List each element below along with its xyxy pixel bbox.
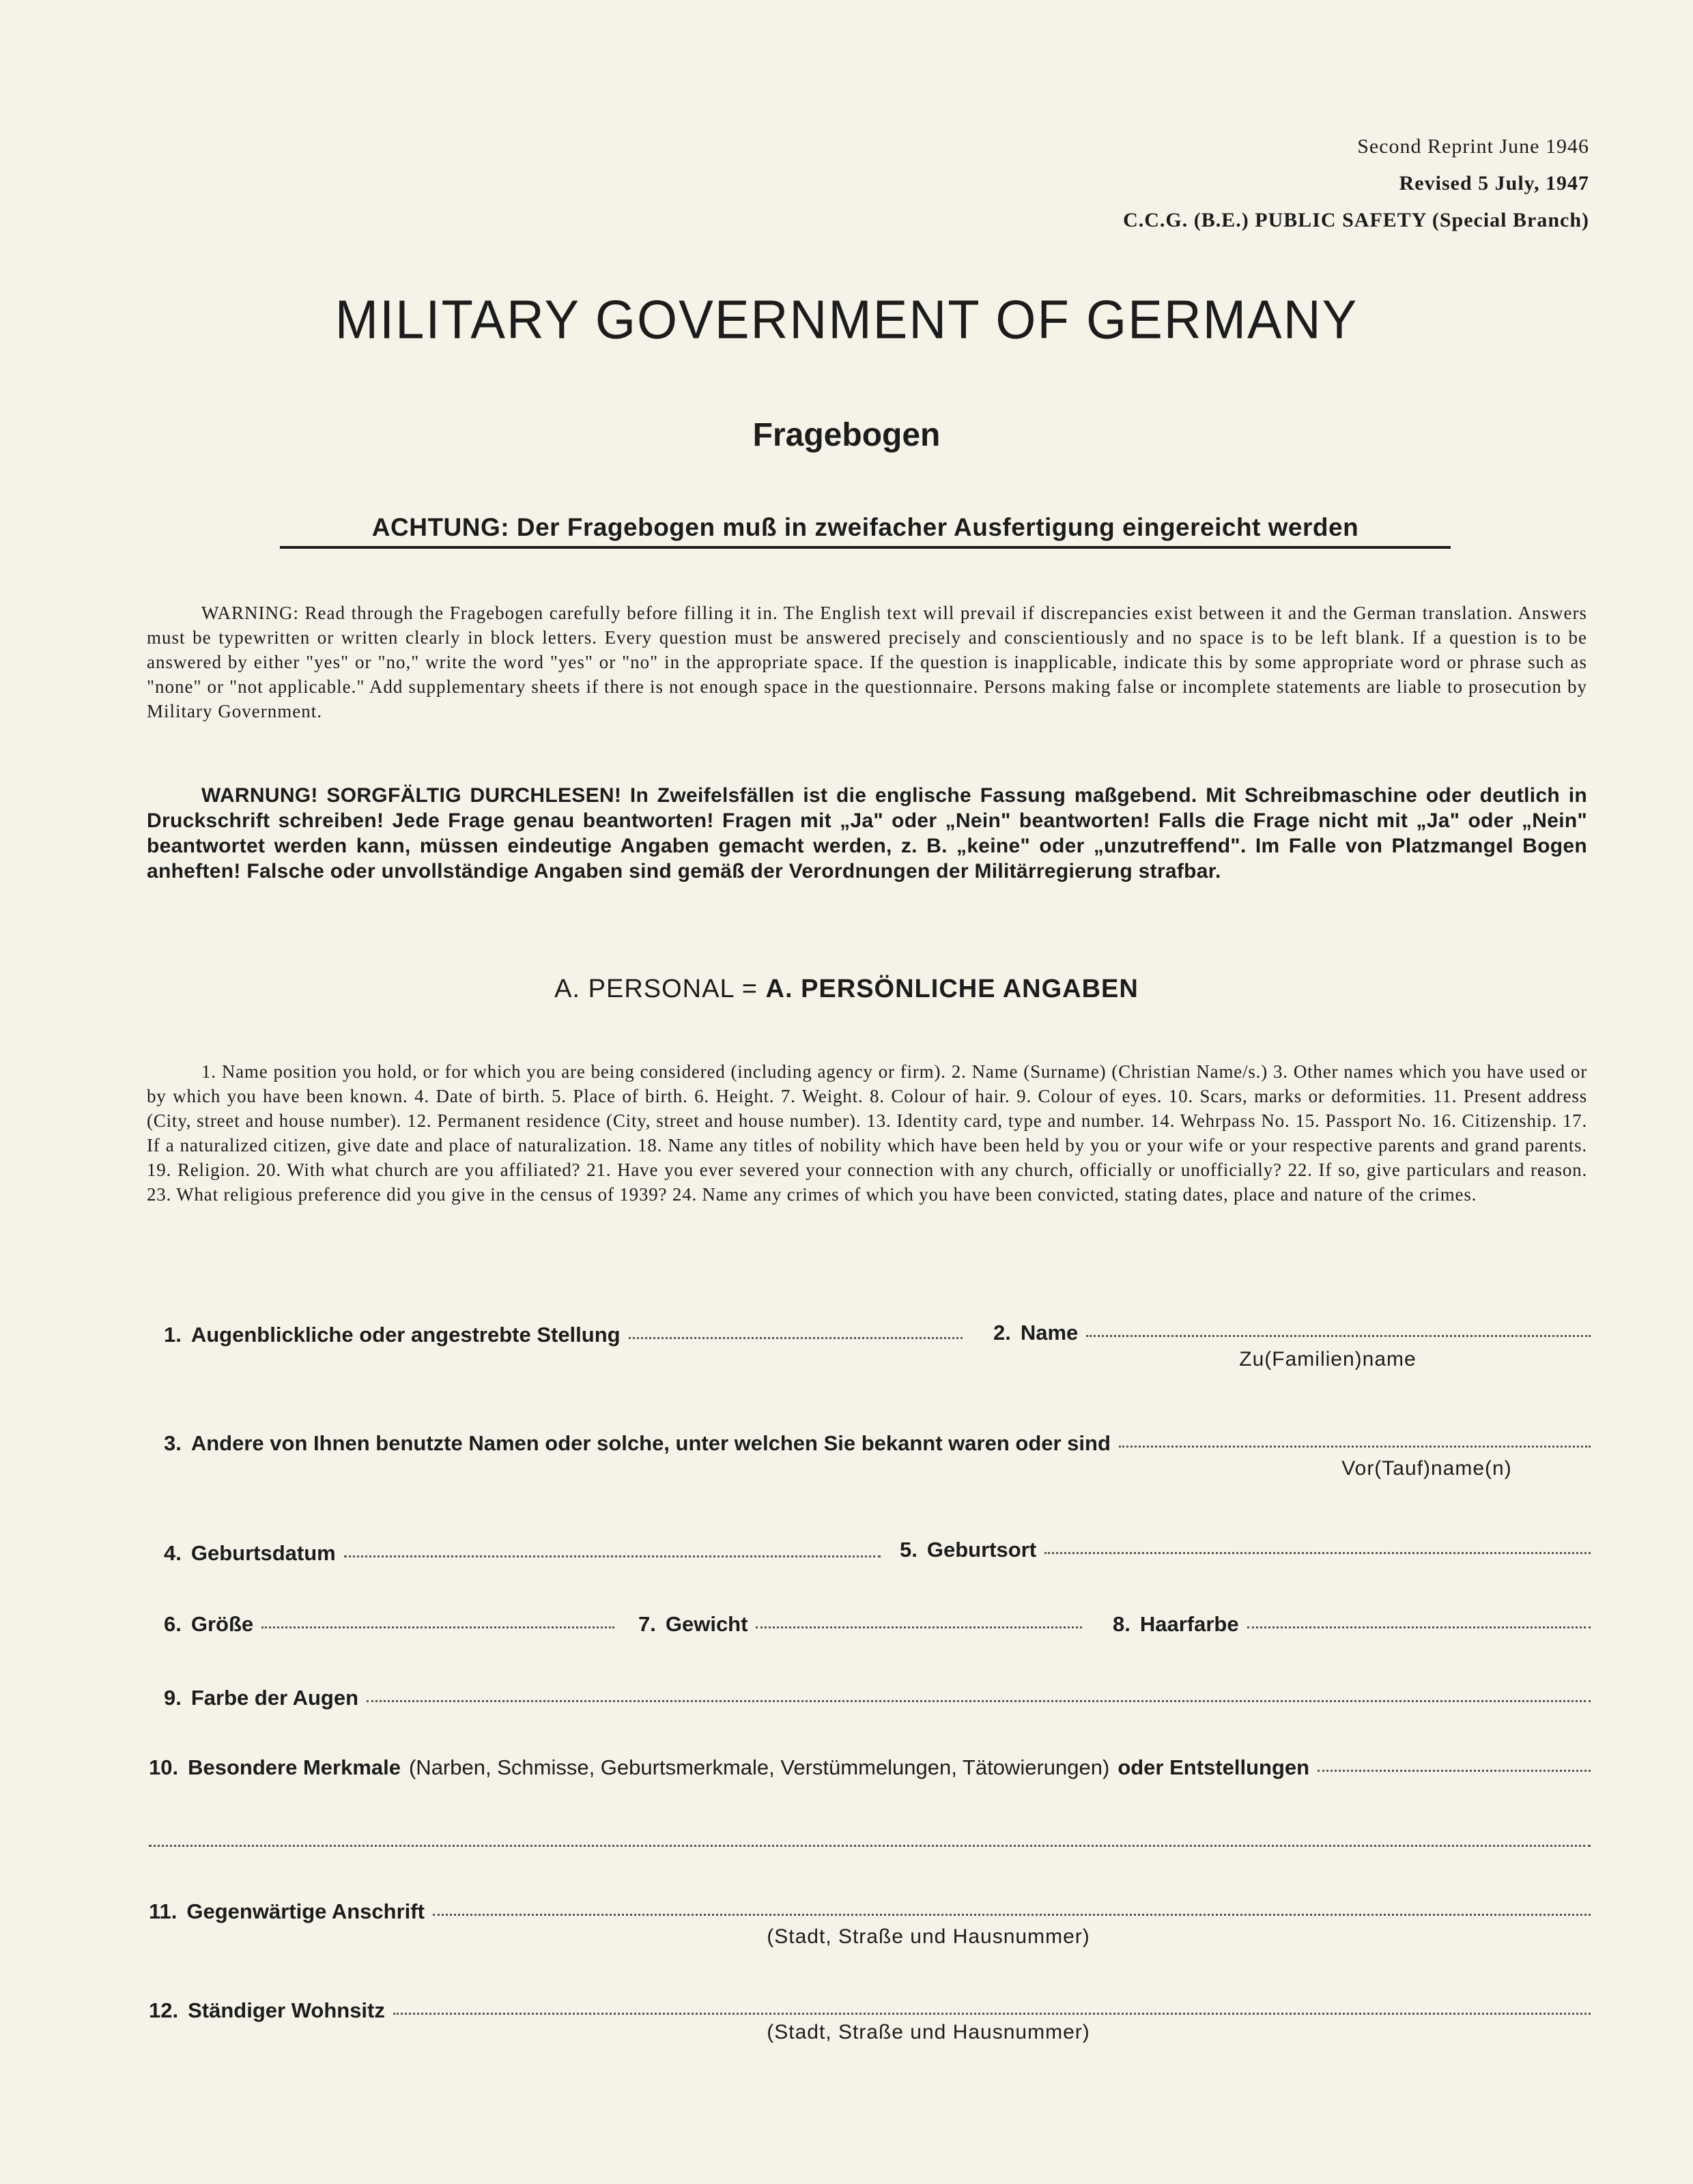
issuing-branch: C.C.G. (B.E.) PUBLIC SAFETY (Special Branch) (1123, 209, 1589, 231)
field-number: 5. (900, 1538, 917, 1562)
field-distinguishing-marks-continuation[interactable] (149, 1843, 1591, 1847)
field-number: 2. (993, 1321, 1011, 1345)
field-birth-place (900, 1538, 1591, 1562)
field-number: 1. (164, 1323, 182, 1347)
field-number: 10. (149, 1755, 179, 1779)
questions-english-text: 1. Name position you hold, or for which you are being considered (including agency or firm). 2. Name (Surname) (Christian Name/s.) 3. Other names which you have used or by which you have been known. 4. Date of birth. 5. Place of birth. 6. Height. 7. Weight. 8. Colour of hair. 9. Colour of eyes. 10. Scars, marks or deformities. 11. Present address (City, street and house number). 12. Permanent residence (City, street and house number). 13. Identity card, type and number. 14. Wehrpass No. 15. Passport No. 16. Citizenship. 17. If a naturalized citizen, give date and place of naturalization. 18. Name any titles of nobility which have been held by you or your wife or your respective parents and grand parents. 19. Religion. 20. With what church are you affiliated? 21. Have you ever severed your connection with any church, officially or unofficially? 22. If so, give particulars and reason. 23. What religious preference did you give in the census of 1939? 24. Name any crimes of which you have been convicted, stating dates, place and nature of the crimes. (147, 1061, 1587, 1205)
field-surname-input[interactable] (1086, 1332, 1591, 1337)
field-label: Farbe der Augen (190, 1686, 359, 1710)
warning-german-text: WARNUNG! SORGFÄLTIG DURCHLESEN! In Zweifelsfällen ist die englische Fassung maßgebend. Mit Schreibmaschine oder deutlich in Druckschrift schreiben! Jede Frage genau beantworten! Fragen mit „Ja" oder „Nein" beantworten! Falls die Frage nicht mit „Ja" oder „Nein" beantwortet werden kann, müssen eindeutige Angaben gemacht werden, z. B. „keine" oder „unzutreffend". Im Falle von Platzmangel Bogen anheften! Falsche oder unvollständige Angaben sind gemäß der Verordnungen der Militärregierung strafbar. (147, 784, 1587, 882)
field-label: Augenblickliche oder angestrebte Stellung (190, 1323, 621, 1347)
reprint-info (1123, 128, 1589, 239)
field-label: Geburtsort (926, 1538, 1037, 1562)
field-birth-date-input[interactable] (344, 1553, 881, 1557)
field-birth-place-input[interactable] (1044, 1549, 1591, 1554)
field-label: Haarfarbe (1139, 1612, 1239, 1636)
achtung-notice: ACHTUNG: Der Fragebogen muß in zweifacher Ausfertigung eingereicht werden (280, 513, 1451, 549)
field-permanent-residence-input[interactable] (393, 2010, 1591, 2015)
field-other-names-input[interactable] (1119, 1443, 1591, 1448)
field-label: Andere von Ihnen benutzte Namen oder solche, unter welchen Sie bekannt waren oder sind (190, 1431, 1111, 1455)
field-distinguishing-marks (149, 1755, 1591, 1780)
field-weight (638, 1612, 1082, 1637)
warning-german (147, 783, 1587, 884)
field-number: 7. (638, 1612, 656, 1636)
field-number: 6. (164, 1612, 182, 1636)
field-label: Besondere Merkmale (188, 1755, 401, 1779)
field-number: 4. (164, 1541, 182, 1565)
questions-english (147, 1059, 1587, 1207)
field-number: 9. (164, 1686, 182, 1710)
field-distinguishing-marks-input[interactable] (1318, 1767, 1591, 1772)
page-title: MILITARY GOVERNMENT OF GERMANY (335, 289, 1358, 351)
field-position (164, 1323, 963, 1347)
section-heading (0, 975, 1693, 1004)
field-eye-colour (164, 1686, 1591, 1710)
field-label-suffix: oder Entstellungen (1118, 1755, 1310, 1779)
field-number: 3. (164, 1431, 182, 1455)
reprint-date: Second Reprint June 1946 (1357, 135, 1589, 158)
section-title-english: A. PERSONAL (554, 975, 735, 1003)
permanent-residence-caption: (Stadt, Straße und Hausnummer) (767, 2021, 1090, 2043)
field-position-input[interactable] (629, 1334, 963, 1339)
field-number: 12. (149, 1998, 179, 2022)
field-number: 8. (1113, 1612, 1130, 1636)
field-present-address-input[interactable] (433, 1911, 1591, 1916)
present-address-caption: (Stadt, Straße und Hausnummer) (767, 1925, 1090, 1948)
field-number: 11. (149, 1899, 177, 1923)
field-label: Größe (190, 1612, 254, 1636)
field-label: Ständiger Wohnsitz (188, 1998, 385, 2022)
warning-english (147, 601, 1587, 723)
field-hair-colour-input[interactable] (1247, 1624, 1591, 1628)
revision-date: Revised 5 July, 1947 (1399, 172, 1589, 195)
field-label: Geburtsdatum (190, 1541, 336, 1565)
field-eye-colour-input[interactable] (367, 1697, 1591, 1702)
field-label: Name (1020, 1321, 1079, 1345)
warning-english-text: WARNING: Read through the Fragebogen carefully before filling it in. The English text will prevail if discrepancies exist between it and the German translation. Answers must be typewritten or written clearly in block letters. Every question must be answered precisely and conscientiously and no space is to be left blank. If a question is to be answered by either "yes" or "no," write the word "yes" or "no" in the appropriate space. If the question is inapplicable, indicate this by some appropriate word or phrase such as "none" or "not applicable." Add supplementary sheets if there is not enough space in the questionnaire. Persons making false or incomplete statements are liable to prosecution by Military Government. (147, 603, 1587, 721)
field-hair-colour (1113, 1612, 1591, 1637)
field-label-detail: (Narben, Schmisse, Geburtsmerkmale, Verstümmelungen, Tätowierungen) (408, 1755, 1110, 1779)
field-surname (993, 1321, 1591, 1345)
field-weight-input[interactable] (756, 1624, 1082, 1628)
field-other-names (164, 1431, 1591, 1456)
section-separator: = (741, 975, 758, 1003)
field-birth-date (164, 1541, 881, 1566)
page-subtitle: Fragebogen (752, 417, 941, 453)
field-label: Gegenwärtige Anschrift (186, 1899, 425, 1923)
field-height-input[interactable] (261, 1624, 614, 1628)
surname-caption: Zu(Familien)name (1239, 1348, 1417, 1370)
field-height (164, 1612, 614, 1637)
section-title-german: A. PERSÖNLICHE ANGABEN (765, 975, 1139, 1003)
christian-names-caption: Vor(Tauf)name(n) (1341, 1457, 1512, 1480)
field-present-address (149, 1899, 1591, 1924)
field-label: Gewicht (665, 1612, 748, 1636)
field-permanent-residence (149, 1998, 1591, 2023)
